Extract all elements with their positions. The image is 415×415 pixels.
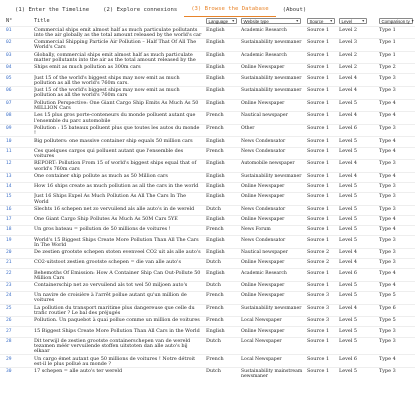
- table-row[interactable]: [0, 112, 415, 125]
- row-language: Dutch: [206, 281, 241, 291]
- row-website-type: Local Newspaper: [241, 337, 307, 355]
- row-comparison-type: Type 4: [379, 147, 415, 160]
- row-source: Source 1: [307, 205, 339, 215]
- row-language: English: [206, 51, 241, 64]
- row-source: Source 1: [307, 355, 339, 368]
- row-website-type: Academic Research: [241, 269, 307, 282]
- tab-2[interactable]: (2) Explore connexions: [103, 7, 178, 13]
- row-comparison-type: Type 1: [379, 39, 415, 52]
- row-title: Ships emit as much pollution as 300m cars: [34, 64, 206, 74]
- table-row[interactable]: [0, 74, 415, 87]
- row-number[interactable]: 07: [0, 99, 34, 112]
- table-row[interactable]: [0, 99, 415, 112]
- row-title: De zestien grootste schepen stoten evenveel CO2 uit als alle auto's: [34, 248, 206, 258]
- row-number[interactable]: 19: [0, 236, 34, 249]
- row-comparison-type: Type 3: [379, 193, 415, 206]
- row-source: Source 1: [307, 124, 339, 137]
- row-level: Level 3: [339, 39, 379, 52]
- filter-source-label: Source: [309, 18, 324, 24]
- row-language: Dutch: [206, 368, 241, 380]
- row-website-type: Academic Research: [241, 26, 307, 39]
- row-title: World's 15 Biggest Ships Create More Pollution Than All The Cars In The World: [34, 236, 206, 249]
- row-title: One Giant Cargo Ship Pollutes As Much As 50M Cars 5YE: [34, 215, 206, 225]
- row-level: Level 2: [339, 26, 379, 39]
- row-level: Level 5: [339, 317, 379, 327]
- row-website-type: News Condensator: [241, 137, 307, 147]
- row-language: French: [206, 304, 241, 317]
- row-level: Level 4: [339, 112, 379, 125]
- filter-comparison-type[interactable]: [379, 17, 415, 26]
- row-title: Containerschip net zo vervuilend als tot wel 50 miljoen auto's: [34, 281, 206, 291]
- row-language: Dutch: [206, 259, 241, 269]
- row-title: La pollution du transport maritime plus dangereuse que celle du trafic routier ? Le bal des préjugés: [34, 304, 206, 317]
- row-level: Level 5: [339, 327, 379, 337]
- filter-level[interactable]: [339, 17, 379, 26]
- row-source: Source 1: [307, 99, 339, 112]
- row-number[interactable]: 26: [0, 317, 34, 327]
- row-number[interactable]: 11: [0, 147, 34, 160]
- tab-1[interactable]: (1) Enter the Timeline: [15, 7, 90, 13]
- row-title: Just 15 of the world's biggest ships may now emit as much pollution as all the world's 760m cars: [34, 87, 206, 100]
- row-level: Level 5: [339, 215, 379, 225]
- row-source: Source 3: [307, 292, 339, 305]
- row-source: Source 1: [307, 183, 339, 193]
- row-website-type: Sustainability newsmaner: [241, 87, 307, 100]
- row-comparison-type: Type 3: [379, 368, 415, 380]
- row-title: Un cargo émet autant que 50 millions de voitures ! Notre détroit est-il le plus pollué au monde ?: [34, 355, 206, 368]
- row-comparison-type: Type 4: [379, 269, 415, 282]
- row-website-type: Online Newspaper: [241, 193, 307, 206]
- row-website-type: Online Newspaper: [241, 183, 307, 193]
- row-title: CO2-uitstoot zestien grootste schepen = die van alle auto's: [34, 259, 206, 269]
- row-number[interactable]: 30: [0, 368, 34, 380]
- row-language: French: [206, 124, 241, 137]
- row-comparison-type: Type 4: [379, 226, 415, 236]
- table-row[interactable]: [0, 215, 415, 225]
- row-source: Source 1: [307, 193, 339, 206]
- row-level: Level 4: [339, 304, 379, 317]
- row-title: Pollution : 15 bateaux polluent plus que toutes les autos du monde !: [34, 124, 206, 137]
- row-comparison-type: Type 4: [379, 112, 415, 125]
- row-comparison-type: Type 3: [379, 87, 415, 100]
- row-title: Un navire de croisière à l'arrêt pollue autant qu'un million de voitures: [34, 292, 206, 305]
- row-website-type: Online Newspaper: [241, 327, 307, 337]
- row-level: Level 2: [339, 64, 379, 74]
- table-row[interactable]: [0, 51, 415, 64]
- row-title: Commercial Shipping Particle Air Pollution – Half That Of All The World's Cars: [34, 39, 206, 52]
- row-source: Source 1: [307, 368, 339, 380]
- row-number[interactable]: 08: [0, 112, 34, 125]
- table-row[interactable]: [0, 87, 415, 100]
- row-number[interactable]: 03: [0, 51, 34, 64]
- tab-bar: [0, 0, 415, 17]
- row-number[interactable]: 17: [0, 215, 34, 225]
- table-row[interactable]: [0, 368, 415, 380]
- row-website-type: Sustainability newsmaner: [241, 39, 307, 52]
- row-source: Source 1: [307, 226, 339, 236]
- row-number[interactable]: 02: [0, 39, 34, 52]
- table-row[interactable]: [0, 205, 415, 215]
- row-source: Source 1: [307, 112, 339, 125]
- row-level: Level 5: [339, 193, 379, 206]
- row-language: English: [206, 74, 241, 87]
- row-comparison-type: Type 4: [379, 281, 415, 291]
- row-comparison-type: Type 4: [379, 99, 415, 112]
- row-source: Source 1: [307, 327, 339, 337]
- row-source: Source 1: [307, 172, 339, 182]
- row-number[interactable]: 01: [0, 26, 34, 39]
- row-level: Level 5: [339, 226, 379, 236]
- row-language: English: [206, 269, 241, 282]
- row-title: 17 schepen = alle auto's ter wereld: [34, 368, 206, 380]
- row-level: Level 4: [339, 160, 379, 173]
- row-comparison-type: Type 3: [379, 236, 415, 249]
- row-comparison-type: Type 4: [379, 137, 415, 147]
- row-number[interactable]: 29: [0, 355, 34, 368]
- row-level: Level 4: [339, 248, 379, 258]
- row-language: English: [206, 236, 241, 249]
- row-website-type: News Condensator: [241, 147, 307, 160]
- row-title: Ces quelques cargos qui polluent autant que l'ensemble des voitures: [34, 147, 206, 160]
- row-language: Dutch: [206, 205, 241, 215]
- row-title: Slechts 16 schepen net zo vervuilend als alle auto's in de wereld: [34, 205, 206, 215]
- filter-level-label: Level: [341, 18, 352, 24]
- row-source: Source 1: [307, 215, 339, 225]
- row-language: French: [206, 226, 241, 236]
- row-language: English: [206, 193, 241, 206]
- row-title: Behemoths Of Emission: How A Container Ship Can Out-Pollute 50 Million Cars: [34, 269, 206, 282]
- row-source: Source 1: [307, 269, 339, 282]
- table-row[interactable]: [0, 226, 415, 236]
- table-row[interactable]: [0, 327, 415, 337]
- row-number[interactable]: 22: [0, 269, 34, 282]
- table-row[interactable]: [0, 64, 415, 74]
- row-source: Source 1: [307, 147, 339, 160]
- row-title: Dit terwijl de zestien grootste containerschepen van de wereld tezamen méér vervuilende stoffen uitstoten dan alle auto's bij elkaar: [34, 337, 206, 355]
- chevron-down-icon: ▼: [295, 19, 299, 24]
- table-row[interactable]: [0, 304, 415, 317]
- row-title: Pollution. Un paquebot à quai pollue comme un million de voitures: [34, 317, 206, 327]
- table-row[interactable]: [0, 137, 415, 147]
- table-row[interactable]: [0, 337, 415, 355]
- filter-comparison-type-label: Comparison ty: [381, 18, 410, 24]
- row-website-type: Local Newspaper: [241, 317, 307, 327]
- row-source: Source 1: [307, 236, 339, 249]
- row-language: English: [206, 26, 241, 39]
- table-row[interactable]: [0, 124, 415, 137]
- table-row[interactable]: [0, 355, 415, 368]
- row-level: Level 5: [339, 236, 379, 249]
- table-row[interactable]: [0, 248, 415, 258]
- row-website-type: Local Newspaper: [241, 355, 307, 368]
- row-language: French: [206, 147, 241, 160]
- row-website-type: Sustainability newsmaner: [241, 74, 307, 87]
- row-title: Just 16 Ships Expel As Much Pollution As All The Cars In The World: [34, 193, 206, 206]
- row-number[interactable]: 21: [0, 259, 34, 269]
- filter-language[interactable]: [206, 17, 241, 26]
- row-source: Source 1: [307, 26, 339, 39]
- tab-4[interactable]: (About): [282, 7, 307, 13]
- row-comparison-type: Type 5: [379, 317, 415, 327]
- row-website-type: Online Newspaper: [241, 99, 307, 112]
- table-row[interactable]: [0, 317, 415, 327]
- row-comparison-type: Type 4: [379, 355, 415, 368]
- row-level: Level 6: [339, 124, 379, 137]
- row-source: Source 1: [307, 160, 339, 173]
- row-level: Level 6: [339, 269, 379, 282]
- row-language: English: [206, 87, 241, 100]
- row-language: French: [206, 292, 241, 305]
- table-row[interactable]: [0, 236, 415, 249]
- row-website-type: Sustainability newsmaner: [241, 304, 307, 317]
- row-language: English: [206, 327, 241, 337]
- row-number[interactable]: 12: [0, 160, 34, 173]
- database-table: [0, 17, 415, 380]
- column-header-num: N°: [6, 18, 13, 25]
- row-comparison-type: Type 4: [379, 172, 415, 182]
- chevron-down-icon: ▼: [329, 19, 333, 24]
- row-website-type: Other: [241, 124, 307, 137]
- row-level: Level 5: [339, 292, 379, 305]
- row-number[interactable]: 04: [0, 64, 34, 74]
- column-header-title: Title: [34, 18, 50, 25]
- chevron-down-icon: ▼: [231, 19, 235, 24]
- row-level: Level 5: [339, 137, 379, 147]
- filter-source[interactable]: [307, 17, 339, 26]
- row-website-type: News Condensator: [241, 236, 307, 249]
- row-number[interactable]: 20: [0, 248, 34, 258]
- row-source: Source 1: [307, 281, 339, 291]
- row-number[interactable]: 09: [0, 124, 34, 137]
- row-website-type: Automobile newspaper: [241, 160, 307, 173]
- row-title: Les 15 plus gros porte-conteneurs du monde polluent autant que l'ensemble du parc automobile: [34, 112, 206, 125]
- table-row[interactable]: [0, 183, 415, 193]
- table-row[interactable]: [0, 172, 415, 182]
- row-comparison-type: Type 3: [379, 248, 415, 258]
- row-level: Level 6: [339, 355, 379, 368]
- row-comparison-type: Type 3: [379, 327, 415, 337]
- row-number[interactable]: 25: [0, 304, 34, 317]
- row-comparison-type: Type 3: [379, 74, 415, 87]
- chevron-down-icon: ▼: [410, 19, 415, 24]
- row-number[interactable]: 15: [0, 193, 34, 206]
- row-level: Level 5: [339, 99, 379, 112]
- row-language: Dutch: [206, 337, 241, 355]
- row-comparison-type: Type 5: [379, 292, 415, 305]
- row-level: Level 2: [339, 51, 379, 64]
- table-row[interactable]: [0, 193, 415, 206]
- row-website-type: Nautical newspaper: [241, 112, 307, 125]
- row-title: Pollution Perspective: One Giant Cargo Ship Emits As Much As 50 MILLION Cars: [34, 99, 206, 112]
- row-level: Level 5: [339, 337, 379, 355]
- row-title: REPORT: Pollution From 15 of world's biggest ships equal that of world's 760m cars: [34, 160, 206, 173]
- row-language: French: [206, 112, 241, 125]
- row-title: Globally, commercial ships emit almost half as much particulate matter pollutants into the air as the total amount released by the: [34, 51, 206, 64]
- row-website-type: Online Newspaper: [241, 64, 307, 74]
- row-level: Level 5: [339, 368, 379, 380]
- row-comparison-type: Type 3: [379, 124, 415, 137]
- row-source: Source 3: [307, 304, 339, 317]
- filter-language-label: Language: [208, 18, 229, 24]
- table-row[interactable]: [0, 26, 415, 39]
- row-number[interactable]: 24: [0, 292, 34, 305]
- row-comparison-type: Type 2: [379, 64, 415, 74]
- row-language: English: [206, 64, 241, 74]
- row-website-type: Online Newspaper: [241, 259, 307, 269]
- row-source: Source 1: [307, 87, 339, 100]
- row-level: Level 5: [339, 183, 379, 193]
- table-row[interactable]: [0, 292, 415, 305]
- filter-website-type[interactable]: [241, 17, 307, 26]
- table-row[interactable]: [0, 259, 415, 269]
- row-source: Source 1: [307, 337, 339, 355]
- row-source: Source 2: [307, 248, 339, 258]
- row-comparison-type: Type 3: [379, 337, 415, 355]
- row-language: English: [206, 183, 241, 193]
- row-level: Level 5: [339, 205, 379, 215]
- row-website-type: Online Newspaper: [241, 292, 307, 305]
- row-source: Source 1: [307, 64, 339, 74]
- row-number[interactable]: 28: [0, 337, 34, 355]
- row-number[interactable]: 13: [0, 172, 34, 182]
- row-number[interactable]: 06: [0, 87, 34, 100]
- row-website-type: News Forum: [241, 226, 307, 236]
- row-title: 15 Biggest Ships Create More Pollution Than All Cars in the World: [34, 327, 206, 337]
- row-language: English: [206, 248, 241, 258]
- row-source: Source 1: [307, 137, 339, 147]
- row-website-type: Sustainability mainstream newsmaner: [241, 368, 307, 380]
- row-title: One container ship pollute as much as 50 Million cars: [34, 172, 206, 182]
- row-comparison-type: Type 3: [379, 183, 415, 193]
- row-language: English: [206, 39, 241, 52]
- row-title: Just 15 of the world's biggest ships may now emit as much pollution as all the world's 760m cars.: [34, 74, 206, 87]
- row-title: Commercial ships emit almost half as much particulate pollutants into the air globally as the total amount released by the world's car: [34, 26, 206, 39]
- table-row[interactable]: [0, 281, 415, 291]
- row-source: Source 1: [307, 39, 339, 52]
- row-comparison-type: Type 1: [379, 26, 415, 39]
- row-comparison-type: Type 6: [379, 304, 415, 317]
- row-comparison-type: Type 4: [379, 215, 415, 225]
- table-row[interactable]: [0, 147, 415, 160]
- row-title: Big polluters: one massive container ship equals 50 million cars: [34, 137, 206, 147]
- row-title: How 16 ships create as much pollution as all the cars in the world: [34, 183, 206, 193]
- row-comparison-type: Type 3: [379, 205, 415, 215]
- row-number[interactable]: 23: [0, 281, 34, 291]
- row-title: Un gros bateau = pollution de 50 millions de voitures !: [34, 226, 206, 236]
- row-number[interactable]: 16: [0, 205, 34, 215]
- row-level: Level 5: [339, 281, 379, 291]
- row-number[interactable]: 14: [0, 183, 34, 193]
- row-language: English: [206, 215, 241, 225]
- row-website-type: Academic Research: [241, 51, 307, 64]
- row-language: French: [206, 317, 241, 327]
- row-source: Source 1: [307, 74, 339, 87]
- row-level: Level 5: [339, 147, 379, 160]
- row-comparison-type: Type 3: [379, 259, 415, 269]
- row-website-type: Online Newspaper: [241, 215, 307, 225]
- row-comparison-type: Type 1: [379, 51, 415, 64]
- tab-3[interactable]: (3) Browse the Database: [184, 3, 275, 17]
- row-website-type: Online Newspaper: [241, 281, 307, 291]
- row-website-type: Sustainability newsmaner: [241, 172, 307, 182]
- table-row[interactable]: [0, 269, 415, 282]
- row-number[interactable]: 27: [0, 327, 34, 337]
- row-level: Level 4: [339, 87, 379, 100]
- row-language: English: [206, 160, 241, 173]
- row-level: Level 4: [339, 74, 379, 87]
- row-language: French: [206, 355, 241, 368]
- row-source: Source 2: [307, 259, 339, 269]
- row-level: Level 4: [339, 259, 379, 269]
- row-comparison-type: Type 3: [379, 160, 415, 173]
- row-source: Source 3: [307, 317, 339, 327]
- row-language: English: [206, 172, 241, 182]
- chevron-down-icon: ▼: [361, 19, 365, 24]
- filter-website-type-label: Website type: [243, 18, 269, 24]
- row-number[interactable]: 18: [0, 226, 34, 236]
- table-row[interactable]: [0, 160, 415, 173]
- header-row: [0, 17, 415, 26]
- row-number[interactable]: 10: [0, 137, 34, 147]
- row-number[interactable]: 05: [0, 74, 34, 87]
- row-language: English: [206, 137, 241, 147]
- table-row[interactable]: [0, 39, 415, 52]
- row-source: Source 1: [307, 51, 339, 64]
- row-website-type: Nautical newspaper: [241, 248, 307, 258]
- row-language: English: [206, 99, 241, 112]
- row-website-type: News Condensator: [241, 205, 307, 215]
- row-level: Level 4: [339, 172, 379, 182]
